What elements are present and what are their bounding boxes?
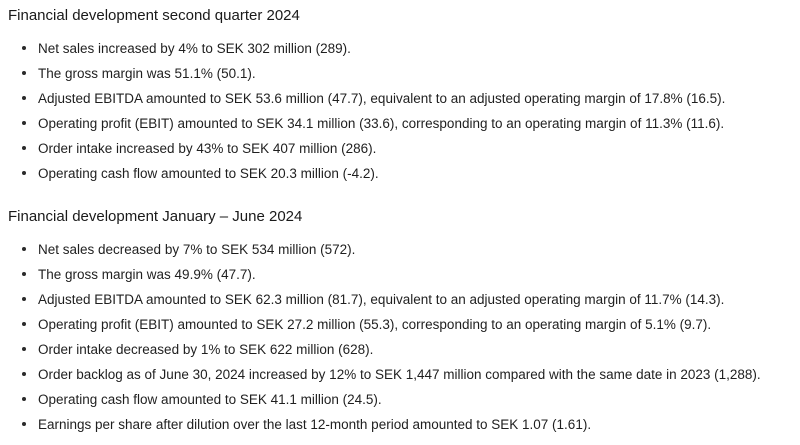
bullet-icon <box>22 171 26 175</box>
list-item <box>8 89 792 114</box>
bullet-icon <box>22 71 26 75</box>
list-item-text: Operating cash flow amounted to SEK 20.3 million (-4.2). <box>38 166 379 181</box>
list-item <box>8 340 792 365</box>
bullet-icon <box>22 347 26 351</box>
h1-section <box>8 201 792 440</box>
list-item <box>8 365 792 390</box>
list-item <box>8 139 792 164</box>
bullet-icon <box>22 46 26 50</box>
list-item-text: Adjusted EBITDA amounted to SEK 62.3 million (81.7), equivalent to an adjusted operating margin of 11.7% (14.3). <box>38 292 725 307</box>
bullet-icon <box>22 297 26 301</box>
list-item-text: Operating cash flow amounted to SEK 41.1 million (24.5). <box>38 392 382 407</box>
list-item <box>8 290 792 315</box>
list-item <box>8 164 792 189</box>
bullet-icon <box>22 121 26 125</box>
bullet-icon <box>22 422 26 426</box>
list-item-text: Operating profit (EBIT) amounted to SEK 27.2 million (55.3), corresponding to an operating margin of 5.1% (9.7). <box>38 317 712 332</box>
bullet-icon <box>22 247 26 251</box>
list-item-text: Net sales decreased by 7% to SEK 534 million (572). <box>38 242 356 257</box>
q2-bullet-list <box>8 39 792 189</box>
list-item-text: Order backlog as of June 30, 2024 increased by 12% to SEK 1,447 million compared with the same date in 2023 (1,288). <box>38 367 761 382</box>
list-item-text: Operating profit (EBIT) amounted to SEK 34.1 million (33.6), corresponding to an operating margin of 11.3% (11.6). <box>38 116 725 131</box>
list-item <box>8 240 792 265</box>
bullet-icon <box>22 372 26 376</box>
list-item <box>8 114 792 139</box>
list-item-text: Earnings per share after dilution over the last 12-month period amounted to SEK 1.07 (1.61). <box>38 417 592 432</box>
bullet-icon <box>22 146 26 150</box>
h1-heading: Financial development January – June 2024 <box>8 208 303 225</box>
bullet-icon <box>22 96 26 100</box>
bullet-icon <box>22 272 26 276</box>
list-item <box>8 265 792 290</box>
list-item-text: The gross margin was 51.1% (50.1). <box>38 66 256 81</box>
list-item <box>8 315 792 340</box>
q2-section <box>8 0 792 189</box>
list-item-text: Adjusted EBITDA amounted to SEK 53.6 million (47.7), equivalent to an adjusted operating margin of 17.8% (16.5). <box>38 91 726 106</box>
list-item <box>8 415 792 440</box>
bullet-icon <box>22 397 26 401</box>
list-item-text: Order intake decreased by 1% to SEK 622 million (628). <box>38 342 374 357</box>
q2-heading: Financial development second quarter 2024 <box>8 7 300 24</box>
list-item <box>8 64 792 89</box>
bullet-icon <box>22 322 26 326</box>
list-item <box>8 390 792 415</box>
list-item <box>8 39 792 64</box>
list-item-text: Order intake increased by 43% to SEK 407 million (286). <box>38 141 377 156</box>
h1-bullet-list <box>8 240 792 440</box>
list-item-text: The gross margin was 49.9% (47.7). <box>38 267 256 282</box>
list-item-text: Net sales increased by 4% to SEK 302 million (289). <box>38 41 351 56</box>
